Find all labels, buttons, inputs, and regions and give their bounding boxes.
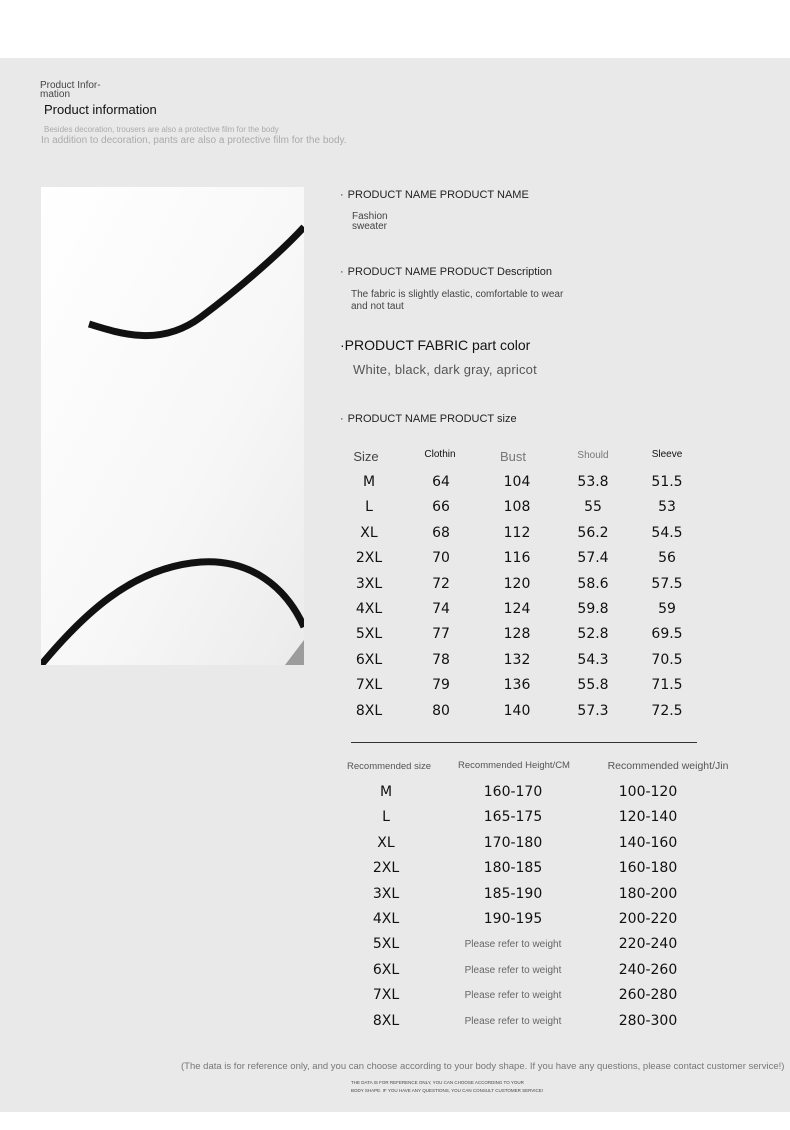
recommended-table-cell-weight: 140-160 <box>618 835 678 851</box>
size-table-cell-sleeve: 69.5 <box>651 626 683 642</box>
size-table-cell-size: 8XL <box>355 703 383 719</box>
size-table-cell-bust: 116 <box>503 550 531 566</box>
size-table-cell-bust: 112 <box>503 525 531 541</box>
header-subtitle-2: In addition to decoration, pants are also a protective film for the body. <box>41 135 347 146</box>
recommended-table-cell-size: L <box>382 809 390 825</box>
size-table-cell-clothing-length: 70 <box>432 550 450 566</box>
recommended-table-cell-size: 5XL <box>372 936 400 952</box>
footer-fine-print-2: BODY SHAPE. IF YOU HAVE ANY QUESTIONS, YOU CAN CONSULT CUSTOMER SERVICE! <box>351 1088 544 1093</box>
size-table-cell-sleeve: 59 <box>658 601 676 617</box>
recommended-table-cell-weight: 220-240 <box>618 936 678 952</box>
recommended-table-cell-size: 2XL <box>372 860 400 876</box>
recommended-table-cell-size: 8XL <box>372 1013 400 1029</box>
size-table-cell-size: 4XL <box>355 601 383 617</box>
recommended-table-cell-size: 7XL <box>372 987 400 1003</box>
size-table-cell-sleeve: 57.5 <box>651 576 683 592</box>
size-table-cell-shoulder: 57.4 <box>577 550 609 566</box>
recommended-table-cell-height: Please refer to weight <box>464 990 562 1001</box>
recommended-table-cell-weight: 180-200 <box>618 886 678 902</box>
size-table-cell-shoulder: 53.8 <box>577 474 609 490</box>
recommended-table-cell-size: 6XL <box>372 962 400 978</box>
bust-col-header: Bust <box>499 449 526 464</box>
size-table-cell-sleeve: 54.5 <box>651 525 683 541</box>
size-table-cell-shoulder: 57.3 <box>577 703 609 719</box>
header-small-label: Product Infor-mation <box>40 80 101 100</box>
size-table-cell-bust: 108 <box>503 499 531 515</box>
size-table-cell-sleeve: 51.5 <box>651 474 683 490</box>
size-table-cell-shoulder: 55 <box>584 499 602 515</box>
recommended-table-cell-weight: 260-280 <box>618 987 678 1003</box>
size-table-cell-clothing-length: 79 <box>432 677 450 693</box>
header-subtitle-1: Besides decoration, trousers are also a protective film for the body <box>44 125 279 134</box>
recommended-table-cell-weight: 120-140 <box>618 809 678 825</box>
size-table-cell-clothing-length: 78 <box>432 652 450 668</box>
size-table-cell-shoulder: 54.3 <box>577 652 609 668</box>
size-table-cell-sleeve: 56 <box>658 550 676 566</box>
size-table-cell-size: 5XL <box>355 626 383 642</box>
page-title: Product information <box>44 102 157 117</box>
size-table-cell-size: M <box>362 474 376 490</box>
size-table-cell-sleeve: 70.5 <box>651 652 683 668</box>
recommended-table-cell-size: 4XL <box>372 911 400 927</box>
size-table-cell-size: XL <box>360 525 378 541</box>
size-table-cell-clothing-length: 74 <box>432 601 450 617</box>
recommended-table-cell-height: Please refer to weight <box>464 965 562 976</box>
footer-note: (The data is for reference only, and you can choose according to your body shape. If you have any questions, please contact customer service!) <box>181 1061 785 1072</box>
size-table-cell-sleeve: 72.5 <box>651 703 683 719</box>
table-divider <box>351 742 697 743</box>
size-table-cell-clothing-length: 77 <box>432 626 450 642</box>
clothing-length-col-header: Clothin <box>424 449 456 460</box>
recommended-table-cell-size: 3XL <box>372 886 400 902</box>
size-table-cell-size: 2XL <box>355 550 383 566</box>
product-description-value: The fabric is slightly elastic, comfortable to wear and not taut <box>351 289 564 312</box>
recommended-table-cell-height: 190-195 <box>483 911 543 927</box>
size-table-cell-clothing-length: 66 <box>432 499 450 515</box>
product-fabric-value: White, black, dark gray, apricot <box>353 362 537 377</box>
size-table-cell-shoulder: 55.8 <box>577 677 609 693</box>
size-table-cell-sleeve: 71.5 <box>651 677 683 693</box>
recommended-table-cell-size: M <box>379 784 393 800</box>
shoulder-col-header: Should <box>577 450 609 461</box>
recommended-table-cell-height: 170-180 <box>483 835 543 851</box>
product-fabric-heading: ·PRODUCT FABRIC part color <box>340 337 531 353</box>
recommended-table-cell-weight: 100-120 <box>618 784 678 800</box>
size-table-cell-clothing-length: 68 <box>432 525 450 541</box>
recommended-table-cell-size: XL <box>377 835 395 851</box>
size-col-header: Size <box>353 449 379 464</box>
size-table-cell-bust: 104 <box>503 474 531 490</box>
sleeve-col-header: Sleeve <box>651 449 683 460</box>
recommended-table-cell-weight: 200-220 <box>618 911 678 927</box>
recommended-table-cell-height: 165-175 <box>483 809 543 825</box>
recommended-table-cell-weight: 280-300 <box>618 1013 678 1029</box>
size-table-cell-shoulder: 56.2 <box>577 525 609 541</box>
recommended-size-col-header: Recommended size <box>347 761 431 772</box>
size-table-cell-bust: 120 <box>503 576 531 592</box>
recommended-height-col-header: Recommended Height/CM <box>458 760 570 771</box>
footer-fine-print-1: THE DATA IS FOR REFERENCE ONLY, YOU CAN CHOOSE ACCORDING TO YOUR <box>351 1080 524 1085</box>
size-table-cell-clothing-length: 72 <box>432 576 450 592</box>
size-table-cell-shoulder: 58.6 <box>577 576 609 592</box>
recommended-table-cell-height: 160-170 <box>483 784 543 800</box>
size-table-cell-shoulder: 59.8 <box>577 601 609 617</box>
recommended-table-cell-height: Please refer to weight <box>464 1016 562 1027</box>
size-table-cell-sleeve: 53 <box>658 499 676 515</box>
size-table-cell-bust: 140 <box>503 703 531 719</box>
size-table-cell-clothing-length: 64 <box>432 474 450 490</box>
recommended-table-cell-weight: 240-260 <box>618 962 678 978</box>
size-table-cell-shoulder: 52.8 <box>577 626 609 642</box>
size-table-cell-size: L <box>365 499 373 515</box>
recommended-table-cell-height: Please refer to weight <box>464 939 562 950</box>
sweater-fabric-image <box>41 187 304 665</box>
product-size-heading: · PRODUCT NAME PRODUCT size <box>340 413 517 425</box>
recommended-table-cell-weight: 160-180 <box>618 860 678 876</box>
product-description-heading: · PRODUCT NAME PRODUCT Description <box>340 266 553 278</box>
recommended-table-cell-height: 185-190 <box>483 886 543 902</box>
size-table-cell-size: 6XL <box>355 652 383 668</box>
size-table-cell-clothing-length: 80 <box>432 703 450 719</box>
size-table-cell-bust: 132 <box>503 652 531 668</box>
recommended-table-cell-height: 180-185 <box>483 860 543 876</box>
size-table-cell-bust: 136 <box>503 677 531 693</box>
recommended-weight-col-header: Recommended weight/Jin <box>607 760 729 772</box>
size-table-cell-bust: 128 <box>503 626 531 642</box>
size-table-cell-size: 7XL <box>355 677 383 693</box>
product-photo <box>41 187 304 665</box>
product-name-value: Fashion sweater <box>352 211 388 232</box>
size-table-cell-size: 3XL <box>355 576 383 592</box>
size-table-cell-bust: 124 <box>503 601 531 617</box>
product-name-heading: · PRODUCT NAME PRODUCT NAME <box>340 189 529 201</box>
